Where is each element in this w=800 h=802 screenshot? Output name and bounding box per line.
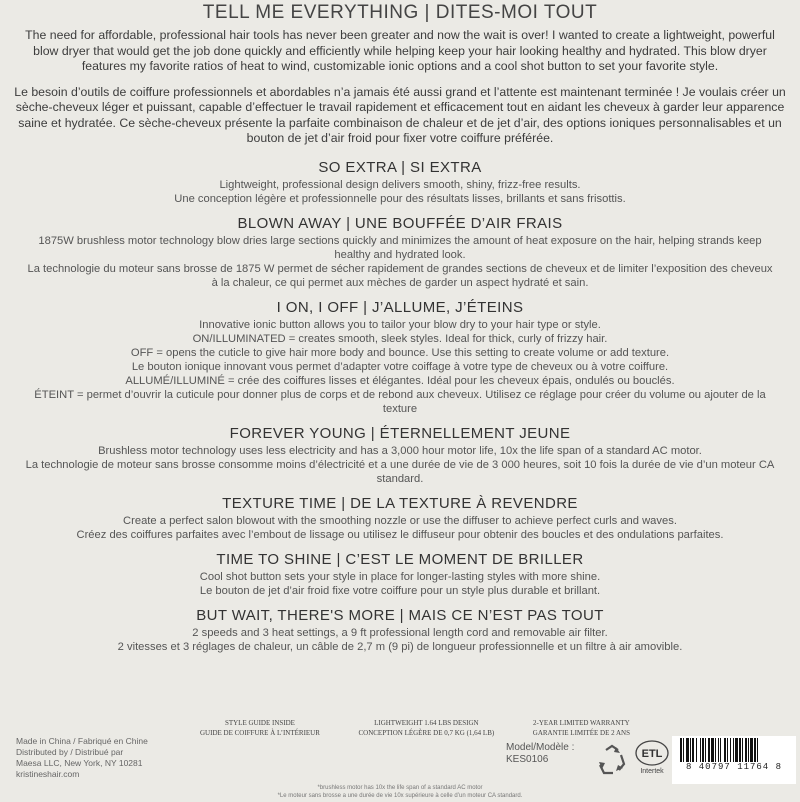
section-line: Cool shot button sets your style in place for longer-lasting styles with more shine. <box>199 570 601 583</box>
section-line: ON/ILLUMINATED = creates smooth, sleek styles. Ideal for thick, curly of frizzy hair. <box>192 332 608 345</box>
section-line: Create a perfect salon blowout with the smoothing nozzle or use the diffuser to achieve perfect curls and waves. <box>123 514 677 527</box>
section-heading: TIME TO SHINE | C’EST LE MOMENT DE BRILLER <box>216 550 584 568</box>
model-number: KES0106 <box>506 754 549 765</box>
section-line: Innovative ionic button allows you to tailor your blow dry to your hair type or style. <box>199 318 601 331</box>
model-label: Model/Modèle : <box>506 742 575 753</box>
section-heading: FOREVER YOUNG | ÉTERNELLEMENT JEUNE <box>229 424 571 442</box>
section-line: La technologie du moteur sans brosse de 1875 W permet de sécher rapidement de grandes sections de cheveux et de limiter l’exposition des cheveux à la chaleur, ce qui permet aux mèches de garder un aspect hydraté et sain. <box>27 262 773 289</box>
section-heading: BUT WAIT, THERE'S MORE | MAIS CE N’EST PAS TOUT <box>196 606 604 624</box>
etl-certification <box>634 738 670 790</box>
origin-text: Made in China / Fabriqué en Chine <box>16 736 148 746</box>
feature-section <box>0 425 800 486</box>
section-line: 1875W brushless motor technology blow dries large sections quickly and minimizes the amount of heat exposure on the hair, helping strands keep healthy and hydrated look. <box>38 234 762 261</box>
section-line: Brushless motor technology uses less electricity and has a 3,000 hour motor life, 10x the life span of a standard AC motor. <box>98 444 702 457</box>
feature-badge-warranty: 2-YEAR LIMITED WARRANTY GARANTIE LIMITÉE DE 2 ANS <box>532 719 630 737</box>
etl-mark-icon <box>634 738 670 768</box>
intertek-label: Intertek <box>640 768 664 775</box>
section-line: 2 vitesses et 3 réglages de chaleur, un câble de 2,7 m (9 pi) de longueur professionnelle et un filtre à air amovible. <box>117 640 683 653</box>
section-line: 2 speeds and 3 heat settings, a 9 ft professional length cord and removable air filter. <box>192 626 608 639</box>
section-heading: I ON, I OFF | J’ALLUME, J’ÉTEINS <box>276 298 524 316</box>
distributor-label: Distributed by / Distribué par <box>16 747 124 757</box>
section-heading: SO EXTRA | SI EXTRA <box>318 158 482 176</box>
footer <box>0 714 800 802</box>
barcode <box>672 736 796 784</box>
barcode-number: 8 40797 11764 8 <box>672 762 796 772</box>
feature-section <box>0 551 800 598</box>
recycle-icon <box>594 742 630 778</box>
section-line: Le bouton de jet d’air froid fixe votre coiffure pour un style plus durable et brillant. <box>199 584 601 597</box>
feature-section <box>0 159 800 206</box>
section-heading: TEXTURE TIME | DE LA TEXTURE À REVENDRE <box>222 494 578 512</box>
section-line: OFF = opens the cuticle to give hair more body and bounce. Use this setting to create volume or add texture. <box>130 346 670 359</box>
intro-english: The need for affordable, professional hair tools has never been greater and now the wait is over! I wanted to create a lightweight, powerful blow dryer that would get the job done quickly and efficiently while helping keep your hair looking healthy and hydrated. This blow dryer features my favorite ratios of heat to wind, customizable ionic options and a cool shot button to set your favorite style. <box>25 28 775 73</box>
feature-badges <box>200 718 630 738</box>
feature-section <box>0 215 800 290</box>
section-heading: BLOWN AWAY | UNE BOUFFÉE D’AIR FRAIS <box>237 214 563 232</box>
section-line: Lightweight, professional design delivers smooth, shiny, frizz-free results. <box>219 178 581 191</box>
section-line: Créez des coiffures parfaites avec l’embout de lissage ou utilisez le diffuseur pour obtenir des boucles et des ondulations parfaites. <box>76 528 724 541</box>
model-info <box>506 742 574 766</box>
company-info <box>16 736 148 780</box>
section-line: ÉTEINT = permet d’ouvrir la cuticule pour donner plus de corps et de rebond aux cheveux. Utilisez ce réglage pour créer du volume ou ajouter de la texture <box>34 388 766 415</box>
feature-badge-lightweight: LIGHTWEIGHT 1.64 LBS DESIGN CONCEPTION LÉGÈRE DE 0,7 KG (1,64 LB) <box>358 719 495 737</box>
etl-mark-text: ETL <box>641 748 663 760</box>
intro-french: Le besoin d’outils de coiffure professionnels et abordables n’a jamais été aussi grand et l’attente est maintenant terminée ! Je voulais créer un sèche-cheveux léger et puissant, capable d’effectuer le travail rapidement et efficacement tout en aidant les cheveux à garder leur apparence saine et hydratée. Ce sèche-cheveux présente la parfaite combinaison de chaleur et de jet d’air, des options ioniques personnalisables et un bouton de jet d’air froid pour fixer votre coiffure préférée. <box>14 84 786 145</box>
section-line: ALLUMÉ/ILLUMINÉ = crée des coiffures lisses et élégantes. Idéal pour les cheveux épais, ondulés ou bouclés. <box>125 374 675 387</box>
footnote-en: *brushless motor has 10x the life span of a standard AC motor <box>317 785 483 791</box>
feature-badge-style-guide: STYLE GUIDE INSIDE GUIDE DE COIFFURE À L’INTÉRIEUR <box>200 719 320 737</box>
section-line: Une conception légère et professionnelle pour des résultats lisses, brillants et sans frisottis. <box>174 192 626 205</box>
section-line: Le bouton ionique innovant vous permet d’adapter votre coiffage à votre type de cheveux ou à votre coiffure. <box>131 360 669 373</box>
footnotes <box>0 784 800 800</box>
website-text: kristineshair.com <box>16 769 80 779</box>
page-title: TELL ME EVERYTHING | DITES-MOI TOUT <box>202 2 598 23</box>
feature-section <box>0 607 800 654</box>
distributor-address: Maesa LLC, New York, NY 10281 <box>16 758 143 768</box>
feature-sections <box>0 159 800 654</box>
feature-section <box>0 299 800 416</box>
footnote-fr: *Le moteur sans brosse a une durée de vie 10x supérieure à celle d’un moteur CA standard. <box>277 793 523 799</box>
section-line: La technologie de moteur sans brosse consomme moins d’électricité et a une durée de vie de 3 000 heures, soit 10 fois la durée de vie d’un moteur CA standard. <box>25 458 775 485</box>
feature-section <box>0 495 800 542</box>
